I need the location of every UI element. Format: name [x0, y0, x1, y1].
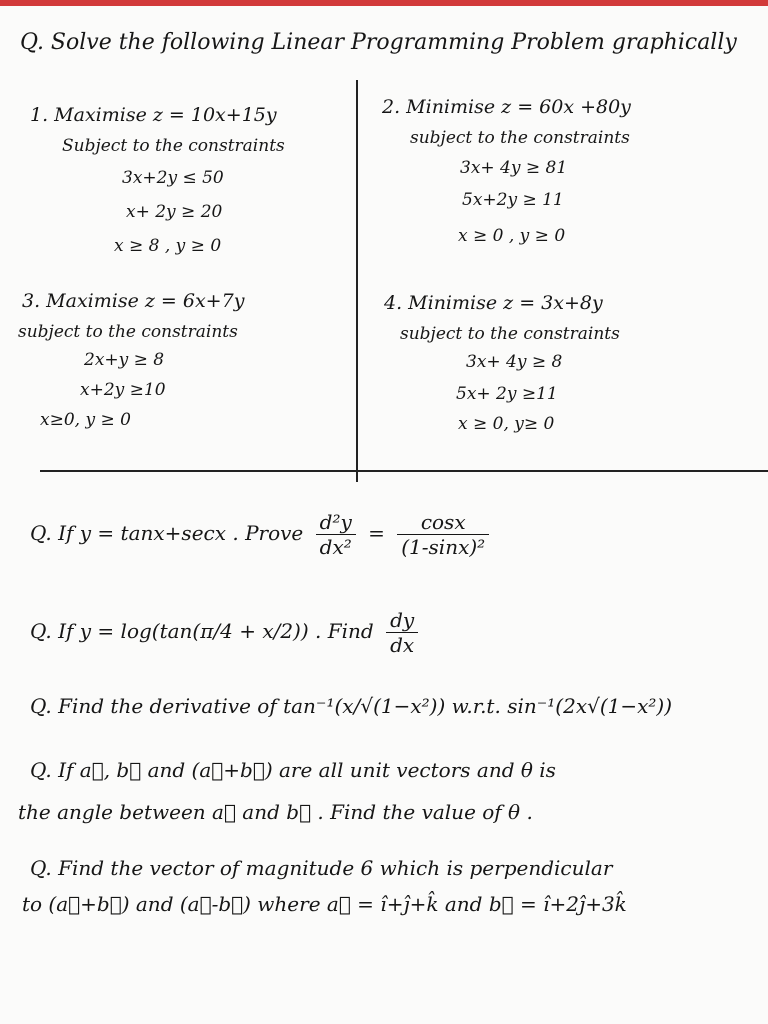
fraction-denominator: dx²	[319, 535, 352, 559]
problem-4-objective: 4. Minimise z = 3x+8y	[384, 292, 603, 314]
problem-4-constraint-1: 3x+ 4y ≥ 8	[466, 352, 563, 372]
problem-2-constraint-2: 5x+2y ≥ 11	[462, 190, 564, 210]
fraction-numerator: dy	[386, 608, 418, 633]
question-second-derivative	[30, 510, 495, 559]
problem-3-subject: subject to the constraints	[18, 322, 238, 342]
question-perpendicular-vector-line-1: Q. Find the vector of magnitude 6 which is perpendicular	[30, 856, 613, 880]
fraction-cosx	[397, 510, 489, 559]
question-second-derivative-text: Q. If y = tanx+secx . Prove	[30, 521, 304, 545]
problem-2-subject: subject to the constraints	[410, 128, 630, 148]
problem-3-objective: 3. Maximise z = 6x+7y	[22, 290, 245, 312]
fraction-numerator: cosx	[397, 510, 489, 535]
question-unit-vectors-line-2: the angle between a⃗ and b⃗ . Find the value of θ .	[18, 800, 533, 824]
problem-1-subject: Subject to the constraints	[62, 136, 285, 156]
problem-3-constraint-3: x≥0, y ≥ 0	[40, 410, 131, 430]
fraction-denominator: (1-sinx)²	[401, 535, 486, 559]
problem-3-constraint-1: 2x+y ≥ 8	[84, 350, 165, 370]
problem-1-constraint-1: 3x+2y ≤ 50	[122, 168, 224, 188]
problem-2-constraint-3: x ≥ 0 , y ≥ 0	[458, 226, 566, 246]
problem-1-constraint-3: x ≥ 8 , y ≥ 0	[114, 236, 222, 256]
fraction-numerator: d²y	[316, 510, 356, 535]
question-unit-vectors-line-1: Q. If a⃗, b⃗ and (a⃗+b⃗) are all unit vectors and θ is	[30, 758, 556, 782]
question-perpendicular-vector-line-2: to (a⃗+b⃗) and (a⃗-b⃗) where a⃗ = î+ĵ+k̂ and b⃗ = î+2ĵ+3k̂	[22, 892, 627, 916]
fraction-denominator: dx	[390, 633, 415, 657]
problem-3-constraint-2: x+2y ≥10	[80, 380, 166, 400]
question-log-tan	[30, 608, 424, 657]
problem-1-constraint-2: x+ 2y ≥ 20	[126, 202, 223, 222]
fraction-dy-dx	[386, 608, 418, 657]
problem-4-subject: subject to the constraints	[400, 324, 620, 344]
vertical-divider	[356, 80, 358, 482]
problem-2-objective: 2. Minimise z = 60x +80y	[382, 96, 631, 118]
horizontal-divider	[40, 470, 768, 472]
problem-4-constraint-3: x ≥ 0, y≥ 0	[458, 414, 555, 434]
equals-sign: =	[368, 521, 385, 545]
page-heading: Q. Solve the following Linear Programming Problem graphically	[20, 30, 737, 55]
problem-4-constraint-2: 5x+ 2y ≥11	[456, 384, 558, 404]
fraction-d2y-dx2	[316, 510, 356, 559]
question-derivative-wrt: Q. Find the derivative of tan⁻¹(x/√(1−x²)) w.r.t. sin⁻¹(2x√(1−x²))	[30, 694, 673, 718]
question-log-tan-text: Q. If y = log(tan(π/4 + x/2)) . Find	[30, 619, 374, 643]
problem-1-objective: 1. Maximise z = 10x+15y	[30, 104, 277, 126]
problem-2-constraint-1: 3x+ 4y ≥ 81	[460, 158, 568, 178]
